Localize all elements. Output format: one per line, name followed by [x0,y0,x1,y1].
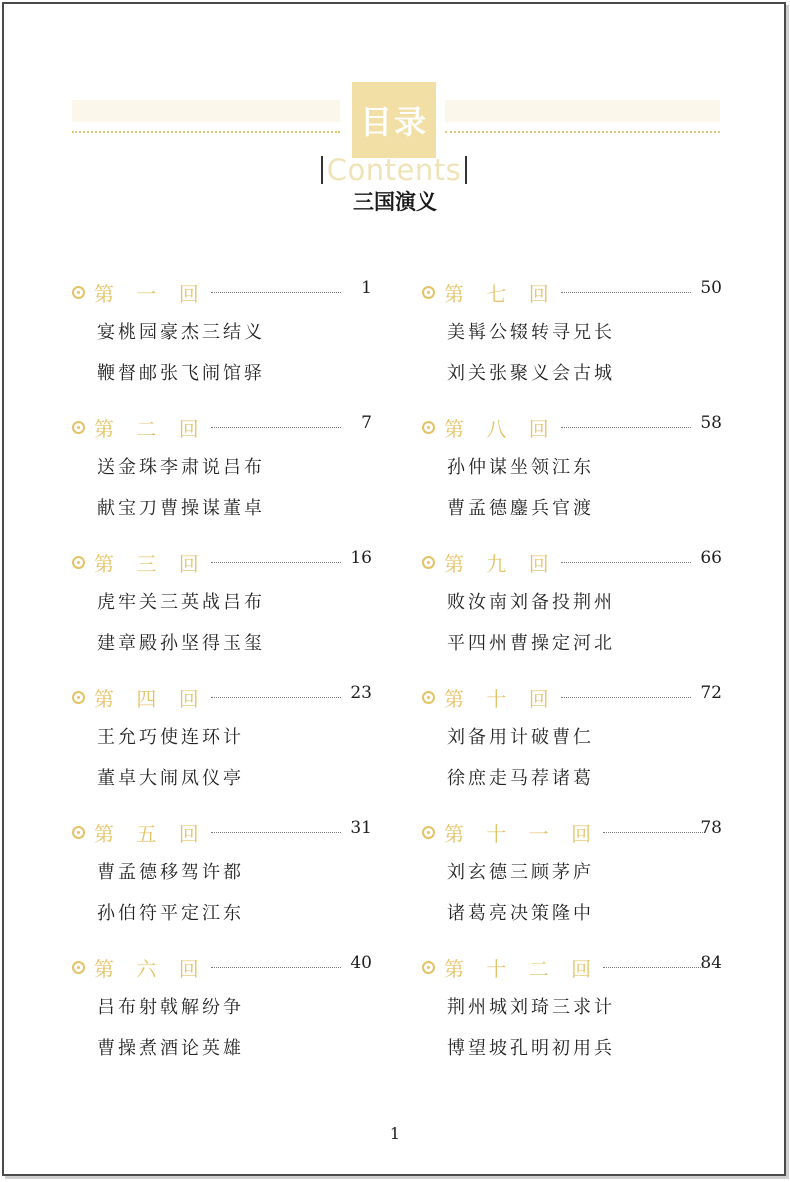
circle-bullet-icon [72,691,85,704]
chapter-title-line: 平四州曹操定河北 [447,633,615,654]
chapter-heading [72,677,372,717]
circle-bullet-icon [422,286,435,299]
chapter-label: 第 一 回 [94,281,207,306]
chapter-title-line: 王允巧使连环计 [97,727,244,748]
chapter-label: 第 二 回 [94,416,207,441]
chapter-title-line: 徐庶走马荐诸葛 [447,768,594,789]
chapter-title-line: 曹操煮酒论英雄 [97,1038,244,1059]
chapter-page-number: 84 [700,953,722,973]
circle-bullet-icon [422,691,435,704]
circle-bullet-icon [72,961,85,974]
chapter-title-line: 败汝南刘备投荆州 [447,592,615,613]
dot-leader [561,697,691,698]
chapter-page-number: 23 [350,683,372,703]
chapter-title-line: 建章殿孙坚得玉玺 [97,633,265,654]
toc-chapter[interactable] [422,947,722,1082]
circle-bullet-icon [422,556,435,569]
chapter-title-line: 美髯公辍转寻兄长 [447,322,615,343]
toc-chapter[interactable] [72,947,372,1082]
divider-bar [321,156,323,184]
chapter-heading [422,542,722,582]
chapter-heading [72,272,372,312]
chapter-label: 第 九 回 [444,551,557,576]
toc-chapter[interactable] [422,272,722,407]
chapter-page-number: 1 [361,278,372,298]
dot-leader [561,292,691,293]
contents-subtitle [314,150,474,190]
chapter-page-number: 58 [700,413,722,433]
toc-chapter[interactable] [72,272,372,407]
header-dotted-rule-left [72,131,340,133]
chapter-heading [72,947,372,987]
header-dotted-rule-right [445,131,720,133]
chapter-heading [422,812,722,852]
toc-chapter[interactable] [422,812,722,947]
toc-column-right [422,272,722,1082]
toc-chapter[interactable] [422,542,722,677]
chapter-heading [422,407,722,447]
circle-bullet-icon [72,286,85,299]
chapter-label: 第 十 二 回 [444,956,600,981]
circle-bullet-icon [72,421,85,434]
dot-leader [603,832,703,833]
toc-header [0,0,790,230]
chapter-heading [422,947,722,987]
chapter-heading [422,272,722,312]
chapter-label: 第 十 一 回 [444,821,600,846]
dot-leader [561,427,691,428]
chapter-title-line: 孙仲谋坐领江东 [447,457,594,478]
toc-chapter[interactable] [72,677,372,812]
chapter-title-line: 曹孟德鏖兵官渡 [447,498,594,519]
chapter-page-number: 66 [700,548,722,568]
faint-header-band [445,100,720,122]
dot-leader [211,697,341,698]
chapter-title-line: 博望坡孔明初用兵 [447,1038,615,1059]
toc-title-box: 目录 [352,82,436,158]
book-title: 三国演义 [353,190,437,214]
chapter-title-line: 董卓大闹凤仪亭 [97,768,244,789]
circle-bullet-icon [72,826,85,839]
dot-leader [211,562,341,563]
chapter-title-line: 吕布射戟解纷争 [97,997,244,1018]
chapter-label: 第 八 回 [444,416,557,441]
circle-bullet-icon [72,556,85,569]
chapter-label: 第 三 回 [94,551,207,576]
chapter-title-line: 鞭督邮张飞闹馆驿 [97,363,265,384]
chapter-page-number: 78 [700,818,722,838]
toc-chapter[interactable] [422,407,722,542]
dot-leader [211,292,341,293]
chapter-title-line: 刘关张聚义会古城 [447,363,615,384]
toc-chapter[interactable] [72,407,372,542]
dot-leader [211,967,341,968]
faint-header-band [72,100,340,122]
dot-leader [561,562,691,563]
toc-chapter[interactable] [72,812,372,947]
toc-chapter[interactable] [422,677,722,812]
chapter-page-number: 72 [700,683,722,703]
chapter-page-number: 40 [350,953,372,973]
chapter-page-number: 16 [350,548,372,568]
circle-bullet-icon [422,826,435,839]
dot-leader [211,832,341,833]
page-number: 1 [389,1124,401,1143]
toc-chapter[interactable] [72,542,372,677]
chapter-title-line: 荆州城刘琦三求计 [447,997,615,1018]
contents-text: Contents [326,153,462,187]
chapter-page-number: 31 [350,818,372,838]
chapter-title-line: 曹孟德移驾许都 [97,862,244,883]
chapter-title-line: 刘玄德三顾茅庐 [447,862,594,883]
chapter-title-line: 孙伯符平定江东 [97,903,244,924]
chapter-label: 第 五 回 [94,821,207,846]
chapter-heading [72,407,372,447]
divider-bar [465,156,467,184]
chapter-heading [422,677,722,717]
chapter-label: 第 十 回 [444,686,557,711]
toc-column-left [72,272,372,1082]
chapter-label: 第 六 回 [94,956,207,981]
chapter-title-line: 宴桃园豪杰三结义 [97,322,265,343]
chapter-title-line: 诸葛亮决策隆中 [447,903,594,924]
circle-bullet-icon [422,421,435,434]
dot-leader [603,967,703,968]
chapter-heading [72,542,372,582]
chapter-page-number: 7 [361,413,372,433]
chapter-label: 第 四 回 [94,686,207,711]
chapter-heading [72,812,372,852]
chapter-title-line: 虎牢关三英战吕布 [97,592,265,613]
dot-leader [211,427,341,428]
circle-bullet-icon [422,961,435,974]
chapter-label: 第 七 回 [444,281,557,306]
chapter-page-number: 50 [700,278,722,298]
chapter-title-line: 献宝刀曹操谋董卓 [97,498,265,519]
chapter-title-line: 刘备用计破曹仁 [447,727,594,748]
chapter-title-line: 送金珠李肃说吕布 [97,457,265,478]
